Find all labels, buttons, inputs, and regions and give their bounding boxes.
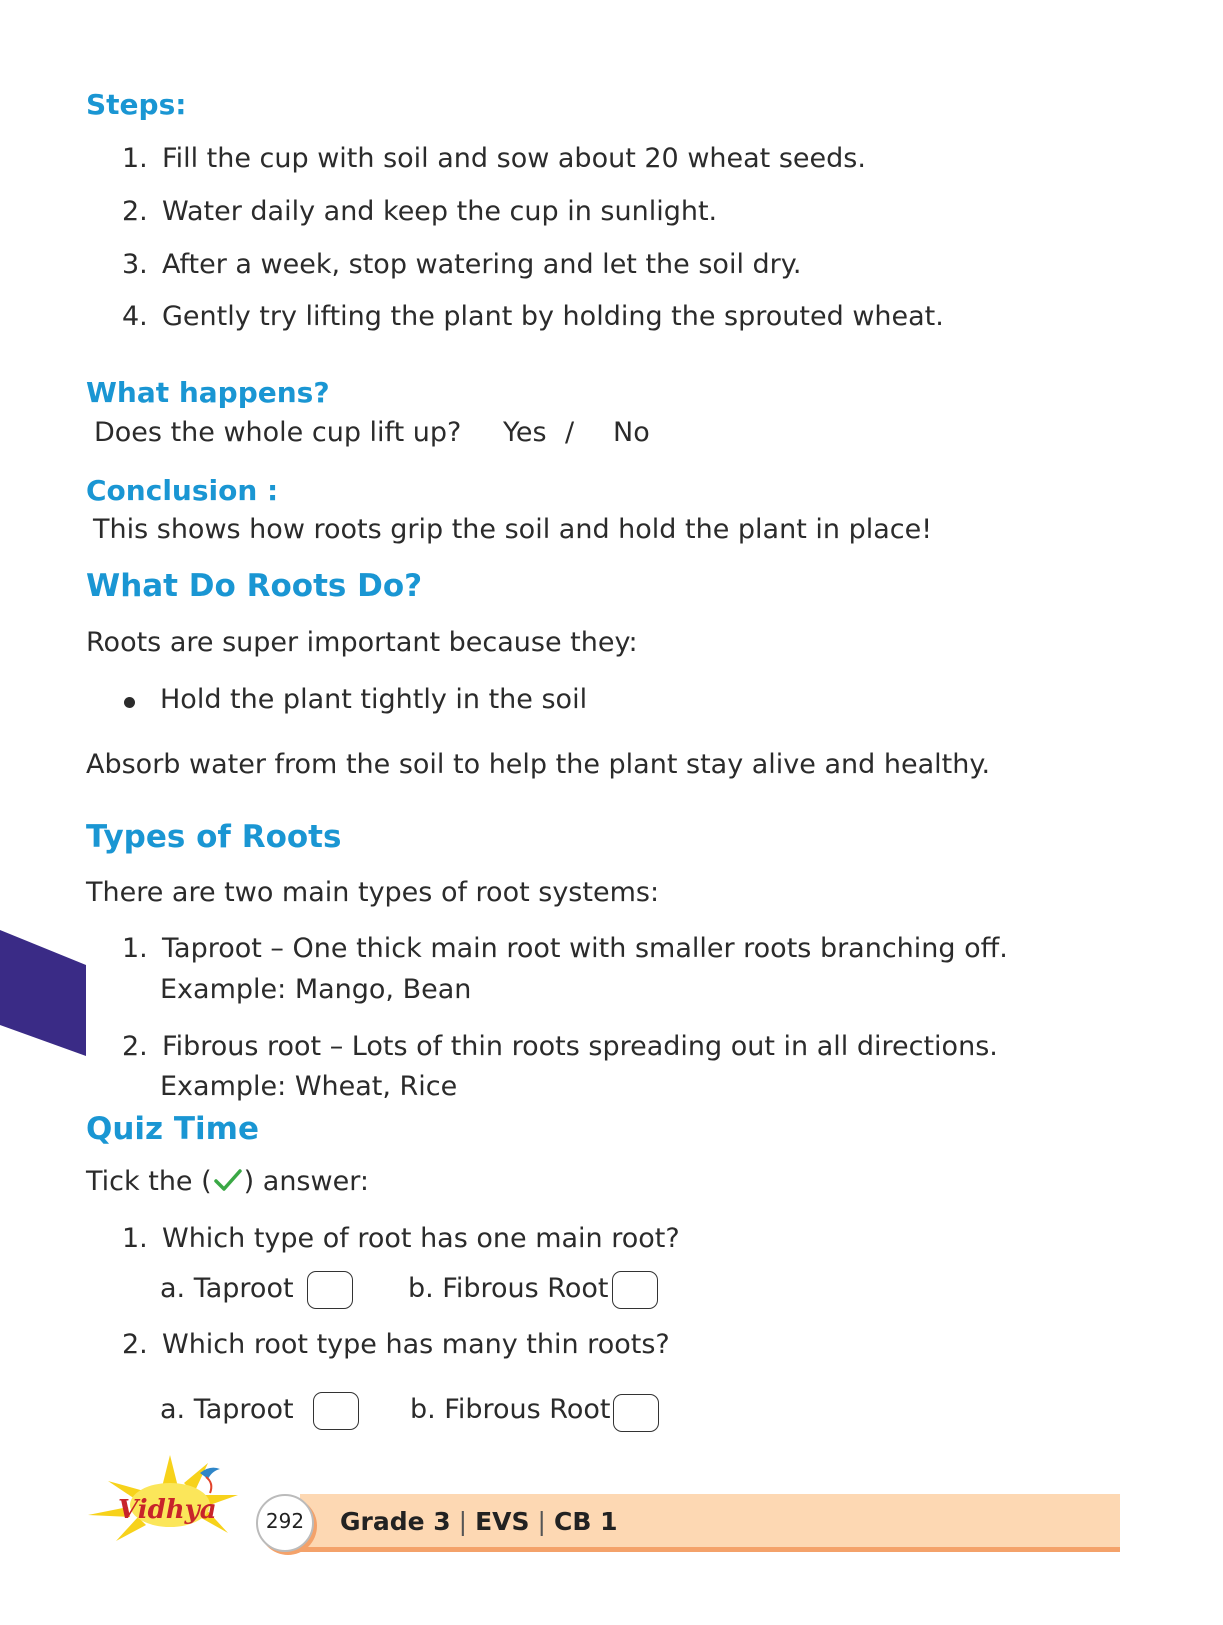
types-intro: There are two main types of root systems: [86, 877, 660, 908]
type-item: 2. Fibrous root – Lots of thin roots spreading out in all directions. [122, 1031, 998, 1062]
page-number: 292 [265, 1509, 305, 1533]
tick-box-fibrous-root[interactable] [613, 1394, 659, 1432]
types-heading: Types of Roots [86, 819, 342, 855]
type-example: Example: Wheat, Rice [160, 1071, 458, 1102]
logo-text: Vidhya [118, 1495, 217, 1525]
type-item: 1. Taproot – One thick main root with smaller roots branching off. [122, 933, 1008, 964]
quiz-option-b-label: b. Fibrous Root [408, 1273, 609, 1304]
quiz-heading: Quiz Time [86, 1111, 259, 1147]
side-tab-decoration [0, 930, 90, 1060]
footer-grade: Grade 3 [340, 1507, 451, 1536]
page-number-badge [256, 1494, 314, 1552]
vidhya-logo [88, 1455, 258, 1545]
bullet-dot [124, 697, 135, 708]
footer-subject: EVS [475, 1507, 530, 1536]
footer-book: CB 1 [553, 1507, 618, 1536]
footer-accent-line [300, 1547, 1120, 1552]
roots-do-extra: Absorb water from the soil to help the plant stay alive and healthy. [86, 749, 991, 780]
quiz-option-a-label: a. Taproot [160, 1394, 294, 1425]
no-option[interactable]: No [613, 417, 650, 448]
quiz-option-a-label: a. Taproot [160, 1273, 294, 1304]
what-happens-heading: What happens? [86, 376, 330, 409]
conclusion-heading: Conclusion : [86, 474, 279, 507]
what-happens-question: Does the whole cup lift up? [94, 417, 462, 448]
step-item: 1. Fill the cup with soil and sow about 20 wheat seeds. [122, 143, 866, 174]
quiz-option-b-label: b. Fibrous Root [410, 1394, 611, 1425]
check-mark-icon [212, 1166, 244, 1194]
steps-heading: Steps: [86, 88, 187, 121]
tick-box-taproot[interactable] [313, 1392, 359, 1430]
quiz-instruction: Tick the ( ) answer: [86, 1166, 369, 1197]
roots-do-heading: What Do Roots Do? [86, 568, 423, 604]
step-item: 3. After a week, stop watering and let the soil dry. [122, 249, 802, 280]
roots-do-intro: Roots are super important because they: [86, 627, 638, 658]
conclusion-text: This shows how roots grip the soil and hold the plant in place! [93, 514, 933, 545]
step-item: 2. Water daily and keep the cup in sunlight. [122, 196, 718, 227]
type-example: Example: Mango, Bean [160, 974, 472, 1005]
quiz-question: 2. Which root type has many thin roots? [122, 1329, 670, 1360]
roots-do-bullet: Hold the plant tightly in the soil [160, 684, 588, 715]
tick-box-taproot[interactable] [307, 1271, 353, 1309]
footer-text: Grade 3 | EVS | CB 1 [340, 1507, 618, 1536]
yes-no-slash: / [565, 417, 575, 448]
tick-box-fibrous-root[interactable] [612, 1271, 658, 1309]
yes-option[interactable]: Yes [503, 417, 547, 448]
step-item: 4. Gently try lifting the plant by holding the sprouted wheat. [122, 301, 944, 332]
quiz-question: 1. Which type of root has one main root? [122, 1223, 680, 1254]
